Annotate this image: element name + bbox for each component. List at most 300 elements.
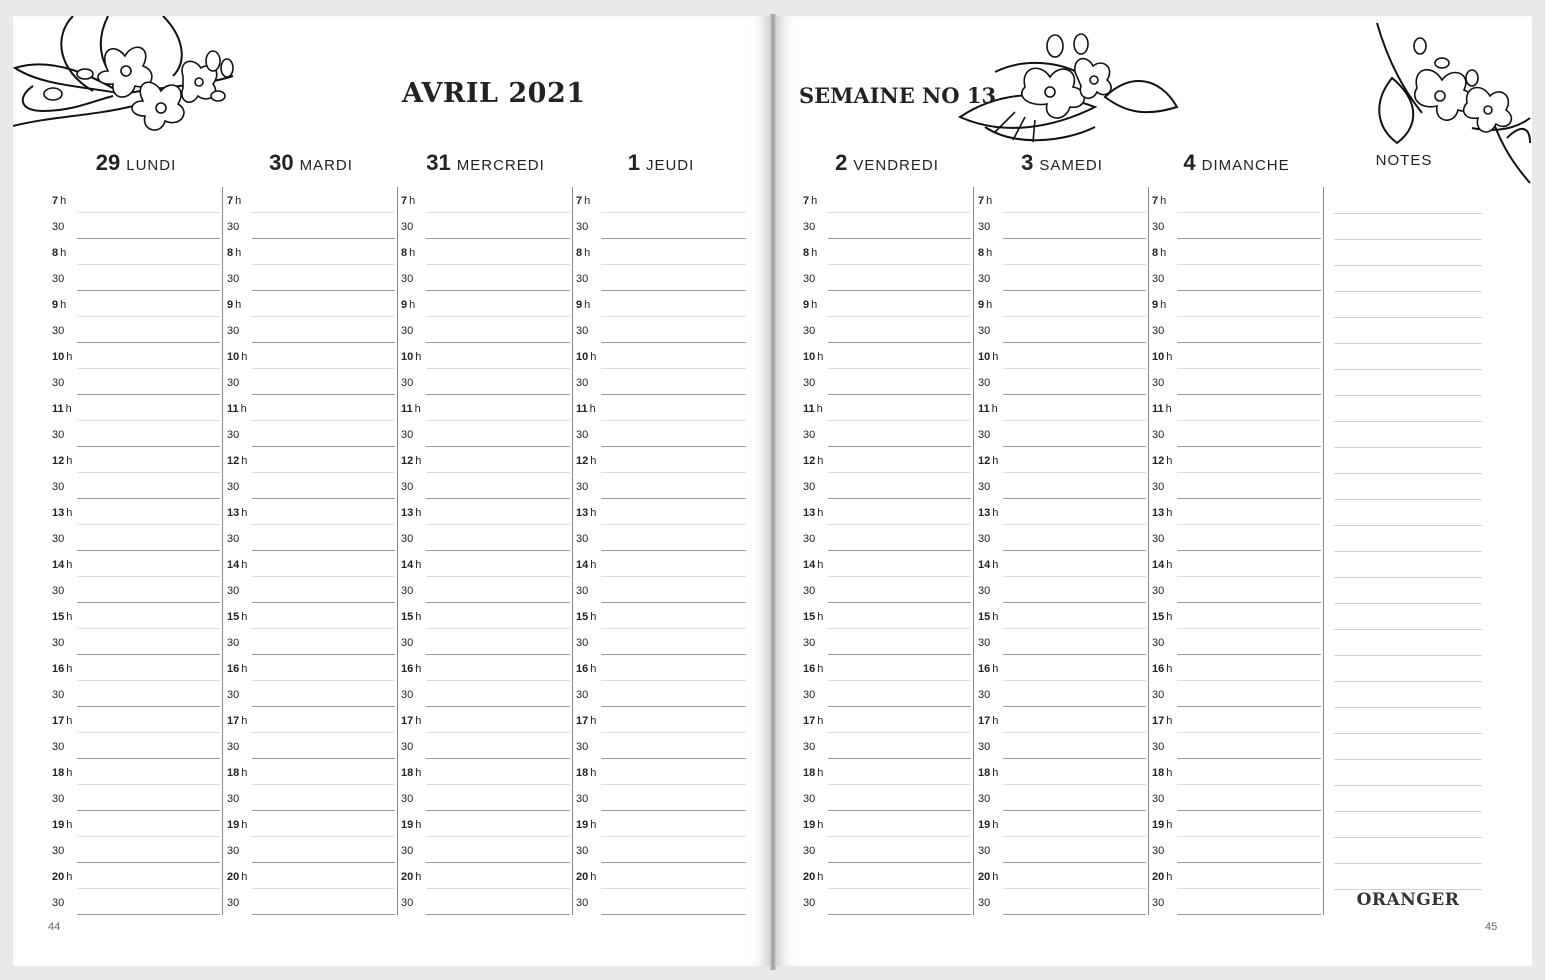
time-slot-half[interactable]	[976, 525, 1148, 551]
time-slot-half[interactable]	[50, 369, 222, 395]
notes-line[interactable]	[1334, 733, 1482, 734]
hour-label	[401, 351, 421, 363]
time-slot-hour[interactable]	[801, 707, 973, 733]
hour-suffix: h	[817, 663, 824, 675]
notes-line[interactable]	[1334, 603, 1482, 604]
time-slot-half[interactable]	[801, 369, 973, 395]
day-header	[801, 150, 973, 176]
time-slot-half[interactable]	[574, 681, 748, 707]
time-slot-hour[interactable]	[574, 759, 748, 785]
time-slot-half[interactable]	[399, 525, 572, 551]
time-slot-half[interactable]	[50, 629, 222, 655]
time-slot-hour[interactable]	[399, 239, 572, 265]
time-slot-half[interactable]	[801, 525, 973, 551]
hour-number: 15	[978, 611, 991, 623]
time-slot-hour[interactable]	[976, 395, 1148, 421]
time-slot-half[interactable]	[50, 837, 222, 863]
half-hour-label: 30	[576, 481, 589, 493]
time-slot-half[interactable]	[574, 265, 748, 291]
half-hour-label: 30	[1152, 533, 1165, 545]
time-slot-half[interactable]	[50, 681, 222, 707]
time-slot-half[interactable]	[801, 681, 973, 707]
half-hour-label: 30	[803, 845, 816, 857]
time-slot-hour[interactable]	[574, 655, 748, 681]
time-slot-hour[interactable]	[399, 863, 572, 889]
time-slot-half[interactable]	[399, 473, 572, 499]
time-slot-hour[interactable]	[225, 343, 397, 369]
time-slot-half[interactable]	[801, 213, 973, 239]
time-slot-hour[interactable]	[399, 187, 572, 213]
time-slot-half[interactable]	[225, 889, 397, 915]
hour-suffix: h	[415, 455, 422, 467]
time-slot-half[interactable]	[1150, 369, 1323, 395]
time-slot-hour[interactable]	[1150, 603, 1323, 629]
time-slot-half[interactable]	[50, 213, 222, 239]
hour-suffix: h	[817, 767, 824, 779]
time-slot-hour[interactable]	[574, 447, 748, 473]
time-slot-hour[interactable]	[1150, 551, 1323, 577]
time-slot-half[interactable]	[801, 421, 973, 447]
time-slot-half[interactable]	[225, 785, 397, 811]
time-slot-half[interactable]	[225, 837, 397, 863]
time-slot-hour[interactable]	[976, 499, 1148, 525]
hour-number: 13	[803, 507, 816, 519]
half-hour-label: 30	[978, 325, 991, 337]
time-slot-hour[interactable]	[225, 759, 397, 785]
time-slot-half[interactable]	[976, 785, 1148, 811]
notes-line[interactable]	[1334, 785, 1482, 786]
time-slot-half[interactable]	[399, 785, 572, 811]
time-slot-hour[interactable]	[1150, 343, 1323, 369]
notes-line[interactable]	[1334, 317, 1482, 318]
time-slot-hour[interactable]	[574, 499, 748, 525]
half-hour-label: 30	[576, 273, 589, 285]
notes-line[interactable]	[1334, 629, 1482, 630]
time-slot-half[interactable]	[976, 369, 1148, 395]
time-slot-hour[interactable]	[574, 343, 748, 369]
hour-label	[803, 195, 817, 207]
time-slot-hour[interactable]	[801, 291, 973, 317]
half-hour-label: 30	[401, 793, 414, 805]
time-slot-half[interactable]	[1150, 213, 1323, 239]
time-slot-hour[interactable]	[574, 551, 748, 577]
time-slot-half[interactable]	[50, 577, 222, 603]
time-slot-hour[interactable]	[976, 707, 1148, 733]
time-slot-hour[interactable]	[801, 655, 973, 681]
time-slot-half[interactable]	[801, 629, 973, 655]
half-hour-label: 30	[401, 741, 414, 753]
time-slot-half[interactable]	[399, 317, 572, 343]
time-slot-hour[interactable]	[225, 551, 397, 577]
hour-label	[227, 611, 247, 623]
time-slot-half[interactable]	[801, 317, 973, 343]
time-slot-hour[interactable]	[574, 811, 748, 837]
time-slot-half[interactable]	[50, 889, 222, 915]
time-slot-hour[interactable]	[976, 863, 1148, 889]
time-slot-hour[interactable]	[399, 655, 572, 681]
hour-label	[978, 507, 998, 519]
time-slot-hour[interactable]	[399, 499, 572, 525]
time-slot-half[interactable]	[1150, 629, 1323, 655]
time-slot-half[interactable]	[1150, 525, 1323, 551]
time-slot-half[interactable]	[801, 473, 973, 499]
hour-label	[978, 559, 998, 571]
time-slot-half[interactable]	[574, 213, 748, 239]
time-slot-half[interactable]	[50, 317, 222, 343]
notes-line[interactable]	[1334, 473, 1482, 474]
half-hour-label: 30	[401, 429, 414, 441]
time-slot-half[interactable]	[1150, 265, 1323, 291]
time-slot-hour[interactable]	[574, 239, 748, 265]
time-slot-hour[interactable]	[50, 447, 222, 473]
time-slot-hour[interactable]	[50, 863, 222, 889]
time-slot-hour[interactable]	[976, 551, 1148, 577]
time-slot-hour[interactable]	[574, 863, 748, 889]
time-slot-hour[interactable]	[225, 291, 397, 317]
time-slot-half[interactable]	[50, 785, 222, 811]
half-hour-label: 30	[576, 325, 589, 337]
time-slot-half[interactable]	[399, 629, 572, 655]
time-slot-hour[interactable]	[976, 291, 1148, 317]
half-hour-label: 30	[52, 741, 65, 753]
time-slot-hour[interactable]	[976, 447, 1148, 473]
hour-number: 15	[401, 611, 414, 623]
notes-line[interactable]	[1334, 421, 1482, 422]
time-slot-hour[interactable]	[574, 707, 748, 733]
notes-line[interactable]	[1334, 447, 1482, 448]
time-slot-half[interactable]	[574, 889, 748, 915]
notes-line[interactable]	[1334, 525, 1482, 526]
half-hour-label: 30	[401, 221, 414, 233]
hour-label	[401, 767, 421, 779]
time-slot-hour[interactable]	[50, 291, 222, 317]
time-slot-half[interactable]	[976, 317, 1148, 343]
hour-suffix: h	[590, 767, 597, 779]
hour-label	[227, 455, 247, 467]
time-slot-hour[interactable]	[50, 707, 222, 733]
day-header	[574, 150, 748, 176]
day-number: 30	[269, 150, 294, 175]
notes-line[interactable]	[1334, 369, 1482, 370]
time-slot-hour[interactable]	[225, 603, 397, 629]
half-hour-label: 30	[576, 533, 589, 545]
time-slot-hour[interactable]	[574, 603, 748, 629]
time-slot-half[interactable]	[225, 473, 397, 499]
time-slot-half[interactable]	[574, 733, 748, 759]
notes-line[interactable]	[1334, 811, 1482, 812]
time-slot-hour[interactable]	[801, 603, 973, 629]
time-slot-half[interactable]	[399, 837, 572, 863]
time-slot-hour[interactable]	[801, 863, 973, 889]
time-slot-half[interactable]	[574, 837, 748, 863]
hour-suffix: h	[415, 663, 422, 675]
time-slot-hour[interactable]	[399, 603, 572, 629]
time-slot-hour[interactable]	[50, 551, 222, 577]
hour-number: 18	[1152, 767, 1165, 779]
time-slot-half[interactable]	[225, 265, 397, 291]
time-slot-hour[interactable]	[1150, 187, 1323, 213]
time-slot-hour[interactable]	[976, 343, 1148, 369]
time-slot-half[interactable]	[976, 629, 1148, 655]
half-hour-label: 30	[52, 533, 65, 545]
time-slot-hour[interactable]	[225, 863, 397, 889]
time-slot-hour[interactable]	[399, 447, 572, 473]
time-slot-hour[interactable]	[976, 187, 1148, 213]
column-divider	[1323, 187, 1324, 915]
hour-suffix: h	[986, 247, 993, 259]
time-slot-half[interactable]	[1150, 785, 1323, 811]
time-slot-hour[interactable]	[50, 187, 222, 213]
notes-line[interactable]	[1334, 213, 1482, 214]
notes-line[interactable]	[1334, 551, 1482, 552]
hour-number: 17	[978, 715, 991, 727]
time-slot-half[interactable]	[1150, 889, 1323, 915]
time-slot-half[interactable]	[225, 317, 397, 343]
time-slot-hour[interactable]	[574, 187, 748, 213]
time-slot-hour[interactable]	[976, 759, 1148, 785]
time-slot-half[interactable]	[399, 213, 572, 239]
page-number-right: 45	[1485, 921, 1498, 933]
time-slot-hour[interactable]	[801, 343, 973, 369]
half-hour-label: 30	[227, 481, 240, 493]
time-slot-hour[interactable]	[801, 811, 973, 837]
time-slot-hour[interactable]	[225, 499, 397, 525]
time-slot-hour[interactable]	[1150, 239, 1323, 265]
notes-line[interactable]	[1334, 759, 1482, 760]
half-hour-label: 30	[52, 585, 65, 597]
time-slot-half[interactable]	[50, 733, 222, 759]
hour-suffix: h	[409, 299, 416, 311]
time-slot-half[interactable]	[50, 421, 222, 447]
hour-number: 19	[52, 819, 65, 831]
time-slot-half[interactable]	[801, 733, 973, 759]
time-slot-half[interactable]	[225, 421, 397, 447]
hour-number: 18	[803, 767, 816, 779]
time-slot-half[interactable]	[1150, 317, 1323, 343]
time-slot-half[interactable]	[225, 525, 397, 551]
time-slot-half[interactable]	[574, 369, 748, 395]
time-slot-hour[interactable]	[1150, 863, 1323, 889]
time-slot-hour[interactable]	[225, 239, 397, 265]
time-slot-half[interactable]	[225, 577, 397, 603]
notes-line[interactable]	[1334, 395, 1482, 396]
hour-suffix: h	[235, 247, 242, 259]
hour-suffix: h	[1166, 559, 1173, 571]
time-slot-hour[interactable]	[1150, 499, 1323, 525]
week-title: SEMAINE NO 13	[799, 83, 997, 108]
time-slot-half[interactable]	[976, 733, 1148, 759]
day-number: 31	[426, 150, 451, 175]
time-slot-half[interactable]	[574, 525, 748, 551]
hour-number: 16	[401, 663, 414, 675]
notes-line[interactable]	[1334, 343, 1482, 344]
time-slot-hour[interactable]	[399, 707, 572, 733]
hour-suffix: h	[817, 611, 824, 623]
time-slot-hour[interactable]	[1150, 395, 1323, 421]
time-slot-half[interactable]	[976, 681, 1148, 707]
time-slot-half[interactable]	[976, 889, 1148, 915]
notes-line[interactable]	[1334, 291, 1482, 292]
time-slot-half[interactable]	[225, 213, 397, 239]
time-slot-half[interactable]	[50, 525, 222, 551]
time-slot-half[interactable]	[574, 785, 748, 811]
time-slot-hour[interactable]	[399, 291, 572, 317]
time-slot-half[interactable]	[574, 473, 748, 499]
time-slot-hour[interactable]	[574, 395, 748, 421]
time-slot-hour[interactable]	[1150, 291, 1323, 317]
notes-line[interactable]	[1334, 681, 1482, 682]
hour-number: 14	[803, 559, 816, 571]
hour-suffix: h	[1166, 507, 1173, 519]
time-slot-half[interactable]	[976, 837, 1148, 863]
time-slot-half[interactable]	[976, 265, 1148, 291]
time-slot-hour[interactable]	[399, 759, 572, 785]
hour-label	[227, 299, 241, 311]
time-slot-hour[interactable]	[1150, 447, 1323, 473]
time-slot-hour[interactable]	[50, 655, 222, 681]
time-slot-hour[interactable]	[801, 395, 973, 421]
time-slot-hour[interactable]	[801, 447, 973, 473]
hour-suffix: h	[66, 611, 73, 623]
notes-line[interactable]	[1334, 499, 1482, 500]
half-hour-label: 30	[1152, 897, 1165, 909]
time-slot-half[interactable]	[399, 369, 572, 395]
time-slot-half[interactable]	[399, 265, 572, 291]
time-slot-half[interactable]	[574, 317, 748, 343]
time-slot-hour[interactable]	[801, 759, 973, 785]
time-slot-half[interactable]	[225, 369, 397, 395]
time-slot-half[interactable]	[225, 733, 397, 759]
notes-line[interactable]	[1334, 239, 1482, 240]
hour-label	[978, 767, 998, 779]
half-hour-label: 30	[227, 793, 240, 805]
time-slot-half[interactable]	[50, 265, 222, 291]
time-slot-hour[interactable]	[225, 811, 397, 837]
half-hour-label: 30	[52, 637, 65, 649]
time-slot-hour[interactable]	[801, 187, 973, 213]
time-slot-hour[interactable]	[50, 759, 222, 785]
time-slot-half[interactable]	[574, 421, 748, 447]
time-slot-hour[interactable]	[50, 603, 222, 629]
time-slot-half[interactable]	[801, 837, 973, 863]
time-slot-hour[interactable]	[801, 551, 973, 577]
time-slot-hour[interactable]	[399, 343, 572, 369]
hour-number: 8	[227, 247, 234, 259]
time-slot-hour[interactable]	[801, 239, 973, 265]
notes-line[interactable]	[1334, 265, 1482, 266]
time-slot-half[interactable]	[1150, 733, 1323, 759]
time-slot-half[interactable]	[225, 681, 397, 707]
half-hour-label: 30	[978, 637, 991, 649]
hour-suffix: h	[1166, 715, 1173, 727]
hour-suffix: h	[235, 195, 242, 207]
time-slot-half[interactable]	[976, 213, 1148, 239]
time-slot-half[interactable]	[50, 473, 222, 499]
hour-label	[978, 819, 998, 831]
notes-line[interactable]	[1334, 837, 1482, 838]
time-slot-hour[interactable]	[976, 655, 1148, 681]
time-slot-hour[interactable]	[399, 811, 572, 837]
time-slot-hour[interactable]	[976, 603, 1148, 629]
hour-label	[1152, 715, 1172, 727]
hour-number: 10	[227, 351, 240, 363]
time-slot-half[interactable]	[801, 889, 973, 915]
time-slot-hour[interactable]	[976, 811, 1148, 837]
notes-line[interactable]	[1334, 577, 1482, 578]
time-slot-hour[interactable]	[1150, 811, 1323, 837]
time-slot-hour[interactable]	[1150, 759, 1323, 785]
time-slot-hour[interactable]	[50, 811, 222, 837]
time-slot-half[interactable]	[225, 629, 397, 655]
time-slot-half[interactable]	[399, 889, 572, 915]
time-slot-hour[interactable]	[574, 291, 748, 317]
hour-suffix: h	[590, 663, 597, 675]
time-slot-hour[interactable]	[50, 239, 222, 265]
hour-number: 8	[52, 247, 59, 259]
time-slot-half[interactable]	[574, 629, 748, 655]
time-slot-half[interactable]	[399, 421, 572, 447]
time-slot-hour[interactable]	[801, 499, 973, 525]
time-slot-hour[interactable]	[225, 447, 397, 473]
time-slot-hour[interactable]	[225, 395, 397, 421]
time-slot-half[interactable]	[1150, 681, 1323, 707]
time-slot-half[interactable]	[1150, 577, 1323, 603]
notes-line[interactable]	[1334, 655, 1482, 656]
half-hour-label: 30	[1152, 481, 1165, 493]
time-slot-hour[interactable]	[225, 707, 397, 733]
time-slot-half[interactable]	[976, 577, 1148, 603]
time-slot-half[interactable]	[801, 265, 973, 291]
time-slot-half[interactable]	[976, 473, 1148, 499]
time-slot-hour[interactable]	[976, 239, 1148, 265]
hour-suffix: h	[66, 507, 73, 519]
half-hour-label: 30	[803, 325, 816, 337]
time-slot-half[interactable]	[399, 733, 572, 759]
hour-label	[978, 611, 998, 623]
half-hour-label: 30	[576, 845, 589, 857]
half-hour-label: 30	[52, 845, 65, 857]
time-slot-half[interactable]	[801, 785, 973, 811]
hour-suffix: h	[1166, 611, 1173, 623]
notes-line[interactable]	[1334, 863, 1482, 864]
time-slot-half[interactable]	[1150, 837, 1323, 863]
hour-number: 10	[576, 351, 589, 363]
time-slot-half[interactable]	[1150, 421, 1323, 447]
notes-line[interactable]	[1334, 707, 1482, 708]
hour-label	[978, 247, 992, 259]
time-slot-hour[interactable]	[399, 395, 572, 421]
time-slot-half[interactable]	[399, 681, 572, 707]
time-slot-hour[interactable]	[399, 551, 572, 577]
day-header	[225, 150, 397, 176]
time-slot-hour[interactable]	[1150, 707, 1323, 733]
time-slot-hour[interactable]	[50, 343, 222, 369]
time-slot-hour[interactable]	[225, 655, 397, 681]
time-slot-hour[interactable]	[50, 395, 222, 421]
time-slot-hour[interactable]	[1150, 655, 1323, 681]
time-slot-half[interactable]	[399, 577, 572, 603]
hour-label	[52, 611, 72, 623]
time-slot-half[interactable]	[801, 577, 973, 603]
time-slot-hour[interactable]	[225, 187, 397, 213]
time-slot-half[interactable]	[574, 577, 748, 603]
time-slot-half[interactable]	[976, 421, 1148, 447]
half-hour-label: 30	[1152, 637, 1165, 649]
writing-line	[828, 914, 971, 915]
time-slot-half[interactable]	[1150, 473, 1323, 499]
time-slot-hour[interactable]	[50, 499, 222, 525]
half-hour-label: 30	[227, 585, 240, 597]
